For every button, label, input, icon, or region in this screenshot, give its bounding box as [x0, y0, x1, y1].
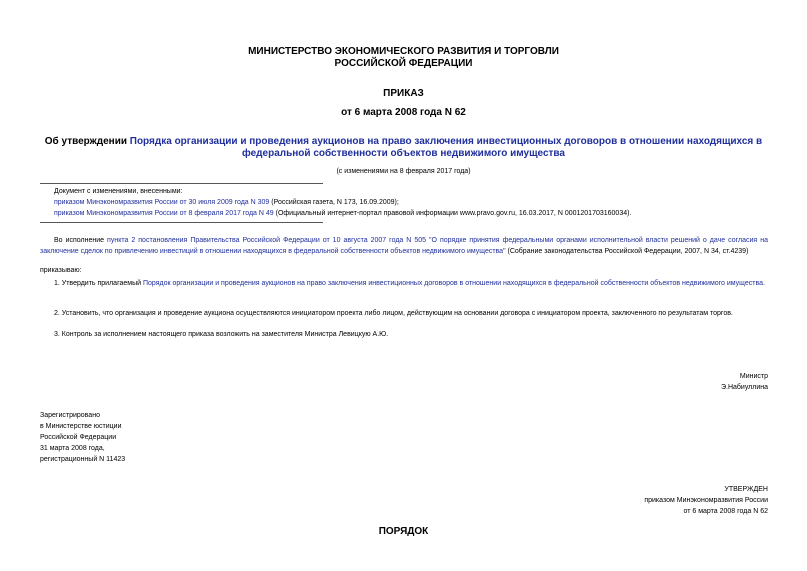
orders-word: приказываю:	[40, 267, 82, 274]
item-2: 2. Установить, что организация и проведение аукциона осуществляются инициатором проекта либо лицом, действующим на основании договора с инициатором проекта, заключенного по результатам торгов.	[54, 310, 733, 317]
amendment-item	[54, 208, 631, 219]
document-type: ПРИКАЗ	[383, 88, 424, 99]
item-1-suffix: .	[763, 280, 765, 287]
signer-name: Э.Набиуллина	[720, 384, 768, 391]
ministry-name-line2: РОССИЙСКОЙ ФЕДЕРАЦИИ	[334, 58, 473, 69]
divider-bottom	[40, 222, 323, 223]
document-title	[40, 136, 767, 160]
amendment-link-309[interactable]: приказом Минэкономразвития России от 30 июля 2009 года N 309	[54, 199, 270, 206]
registration-line: регистрационный N 11423	[40, 456, 126, 463]
document-date: от 6 марта 2008 года N 62	[341, 107, 466, 118]
registration-line: Российской Федерации	[40, 434, 117, 441]
item-3: 3. Контроль за исполнением настоящего приказа возложить на заместителя Министра Левицкую А.Ю.	[54, 331, 389, 338]
amendment-note: (с изменениями на 8 февраля 2017 года)	[336, 168, 471, 175]
item-1	[40, 278, 768, 289]
approved-line: от 6 марта 2008 года N 62	[683, 508, 768, 515]
amendments-intro: Документ с изменениями, внесенными:	[54, 188, 183, 195]
item-1-procedure-link[interactable]: Порядок организации и проведения аукционов на право заключения инвестиционных договоров в отношении находящихся в федеральной собственности объектов недвижимого имущества	[142, 280, 763, 287]
amendment-source: (Российская газета, N 173, 16.09.2009);	[269, 199, 399, 206]
amendment-source: (Официальный интернет-портал правовой информации www.pravo.gov.ru, 16.03.2017, N 0001201703160034).	[273, 210, 632, 217]
registration-line: Зарегистрировано	[40, 412, 100, 419]
registration-line: в Министерстве юстиции	[40, 423, 122, 430]
preamble-prefix: Во исполнение	[54, 237, 108, 244]
item-1-prefix: 1. Утвердить прилагаемый	[54, 280, 143, 287]
registration-line: 31 марта 2008 года,	[40, 445, 105, 452]
amendment-link-49[interactable]: приказом Минэкономразвития России от 8 февраля 2017 года N 49	[54, 210, 274, 217]
procedure-link[interactable]: Порядка организации и проведения аукционов на право заключения инвестиционных договоров в отношении находящихся в федеральной собственности объектов недвижимого имущества	[129, 136, 763, 159]
divider-top	[40, 183, 323, 184]
approved-line: УТВЕРЖДЕН	[724, 486, 768, 493]
signer-position: Министр	[739, 373, 768, 380]
document-title-prefix: Об утверждении	[44, 136, 130, 147]
government-decree-link[interactable]: пункта 2 постановления Правительства Российской Федерации от 10 августа 2007 года N 505 "О порядке принятия федеральными органами исполнительной власти решений о даче согласия на заключение сделок по привлечению инвестиций в отношении находящихся в федеральной собственности объектов недвижимого имущества"	[40, 237, 768, 255]
ministry-name-line1: МИНИСТЕРСТВО ЭКОНОМИЧЕСКОГО РАЗВИТИЯ И ТОРГОВЛИ	[248, 46, 559, 57]
amendment-item	[54, 197, 399, 208]
approved-line: приказом Минэкономразвития России	[644, 497, 768, 504]
preamble-source: (Собрание законодательства Российской Федерации, 2007, N 34, ст.4239)	[505, 248, 749, 255]
section-title: ПОРЯДОК	[378, 526, 429, 537]
preamble-paragraph	[40, 235, 768, 257]
